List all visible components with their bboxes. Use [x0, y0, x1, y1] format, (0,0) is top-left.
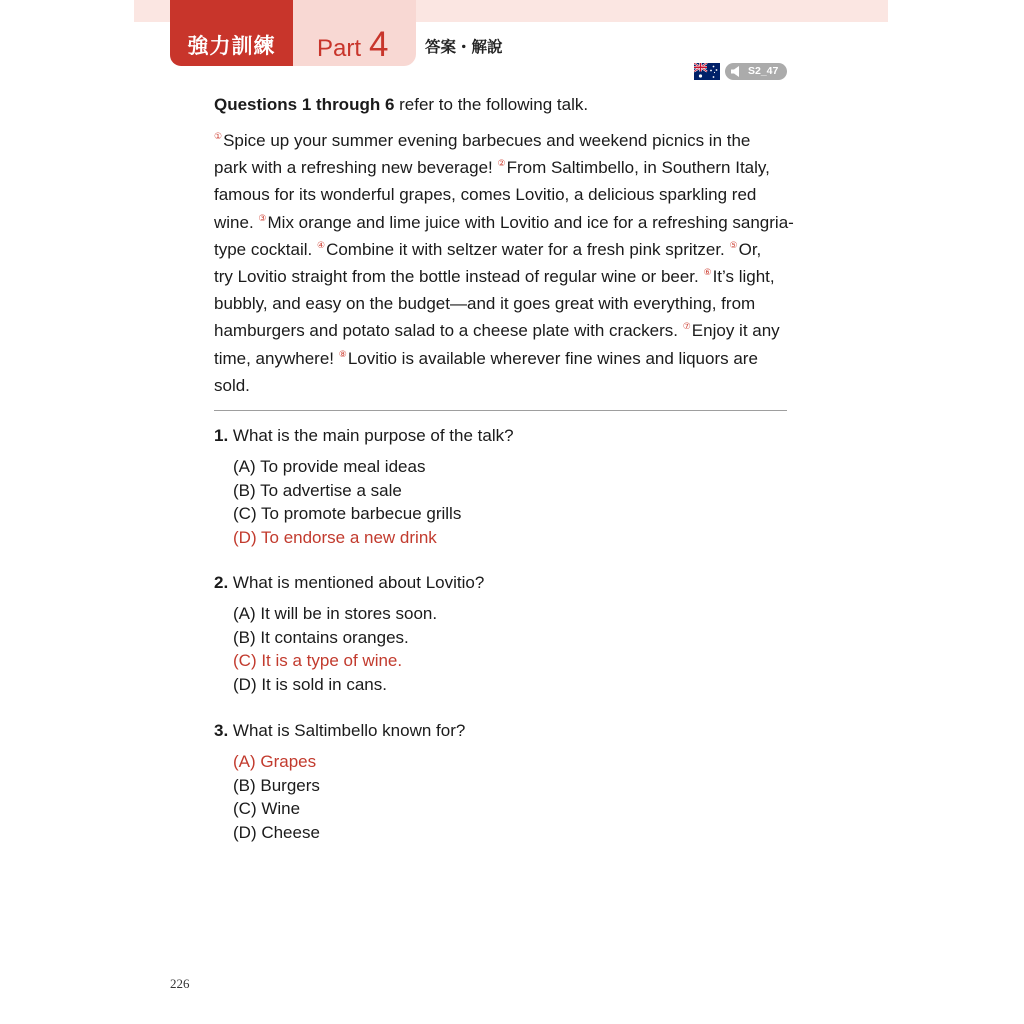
passage-line [214, 127, 794, 154]
sentence-marker: ② [497, 159, 506, 170]
answer-option: (C) Wine [233, 799, 301, 818]
australia-flag-icon [694, 63, 720, 80]
answer-options [214, 455, 514, 549]
answer-option: (B) It contains oranges. [233, 627, 409, 647]
question-3 [214, 719, 465, 844]
answer-option: (D) It is sold in cans. [233, 674, 387, 694]
passage-text: Mix orange and lime juice with Lovitio and ice for a refreshing sangria- [267, 212, 794, 232]
passage-line [214, 209, 794, 236]
passage-text: From Saltimbello, in Southern Italy, [506, 158, 770, 178]
passage-line [214, 236, 794, 263]
passage-intro [214, 95, 588, 115]
passage-text: Spice up your summer evening barbecues and weekend picnics in the [223, 131, 751, 150]
answer-option: (A) To provide meal ideas [233, 457, 426, 476]
answer-option: (D) Cheese [233, 822, 320, 842]
audio-track-number: S2_47 [748, 65, 779, 77]
question-text: What is the main purpose of the talk? [228, 426, 514, 445]
passage-text: sold. [214, 375, 250, 395]
sentence-marker: ① [214, 132, 223, 142]
question-text-line [214, 571, 484, 595]
speaker-icon [731, 66, 744, 77]
sentence-marker: ③ [258, 213, 267, 224]
passage-text: wine. [214, 212, 259, 232]
answer-option: (B) Burgers [233, 775, 320, 795]
answer-options [214, 750, 465, 844]
passage-text: hamburgers and potato salad to a cheese plate with crackers. [214, 321, 683, 341]
correct-answer-option: (C) It is a type of wine. [233, 651, 403, 670]
question-text-line [214, 719, 465, 743]
part-heading [317, 27, 388, 62]
section-label: 強力訓練 [187, 34, 276, 58]
intro-rest: refer to the following talk. [394, 95, 589, 114]
passage-text: try Lovitio straight from the bottle instead of regular wine or beer. [214, 266, 704, 286]
passage-text: type cocktail. [214, 239, 317, 259]
question-2 [214, 571, 484, 696]
sentence-marker: ⑤ [729, 240, 738, 251]
part-word: Part [317, 35, 362, 62]
answer-options [214, 602, 484, 696]
part-number: 4 [369, 25, 389, 64]
page-subtitle: 答案・解說 [425, 38, 503, 56]
passage-line [214, 263, 794, 290]
sentence-marker: ⑦ [682, 322, 691, 333]
passage-text: famous for its wonderful grapes, comes Lovitio, a delicious sparkling red [214, 185, 757, 205]
section-tab [170, 0, 293, 66]
sentence-marker: ⑧ [338, 349, 347, 360]
question-number: 3. [214, 721, 229, 740]
question-text: What is mentioned about Lovitio? [228, 573, 485, 592]
passage-text: Lovitio is available wherever fine wines and liquors are [347, 348, 758, 368]
question-text: What is Saltimbello known for? [228, 721, 466, 740]
audio-track-badge [725, 63, 787, 80]
passage-text: Combine it with seltzer water for a fresh pink spritzer. [326, 239, 730, 259]
correct-answer-option: (D) To endorse a new drink [233, 527, 437, 547]
question-1 [214, 424, 514, 549]
passage-line [214, 372, 794, 399]
sentence-marker: ④ [317, 240, 326, 251]
passage-text: Enjoy it any [691, 321, 780, 341]
sentence-marker: ⑥ [703, 267, 712, 278]
passage-line [214, 290, 794, 317]
passage-line [214, 345, 794, 372]
passage-text: park with a refreshing new beverage! [214, 158, 498, 178]
passage-text: Or, [738, 239, 762, 259]
question-number: 1. [214, 426, 229, 445]
passage-line [214, 181, 794, 208]
part-tab [293, 0, 416, 66]
passage-text: bubbly, and easy on the budget—and it goes great with everything, from [214, 294, 756, 314]
question-number: 2. [214, 573, 229, 592]
intro-bold: Questions 1 through 6 [214, 95, 395, 114]
answer-option: (A) It will be in stores soon. [233, 604, 438, 623]
correct-answer-option: (A) Grapes [233, 752, 317, 771]
passage-line [214, 317, 794, 344]
answer-option: (C) To promote barbecue grills [233, 504, 462, 523]
passage-line [214, 154, 794, 181]
passage-text: time, anywhere! [214, 348, 339, 368]
passage-text: It’s light, [712, 266, 775, 286]
question-text-line [214, 424, 514, 448]
answer-option: (B) To advertise a sale [233, 480, 402, 500]
section-divider [214, 410, 787, 411]
talk-passage [214, 127, 794, 399]
page-number: 226 [170, 976, 190, 991]
